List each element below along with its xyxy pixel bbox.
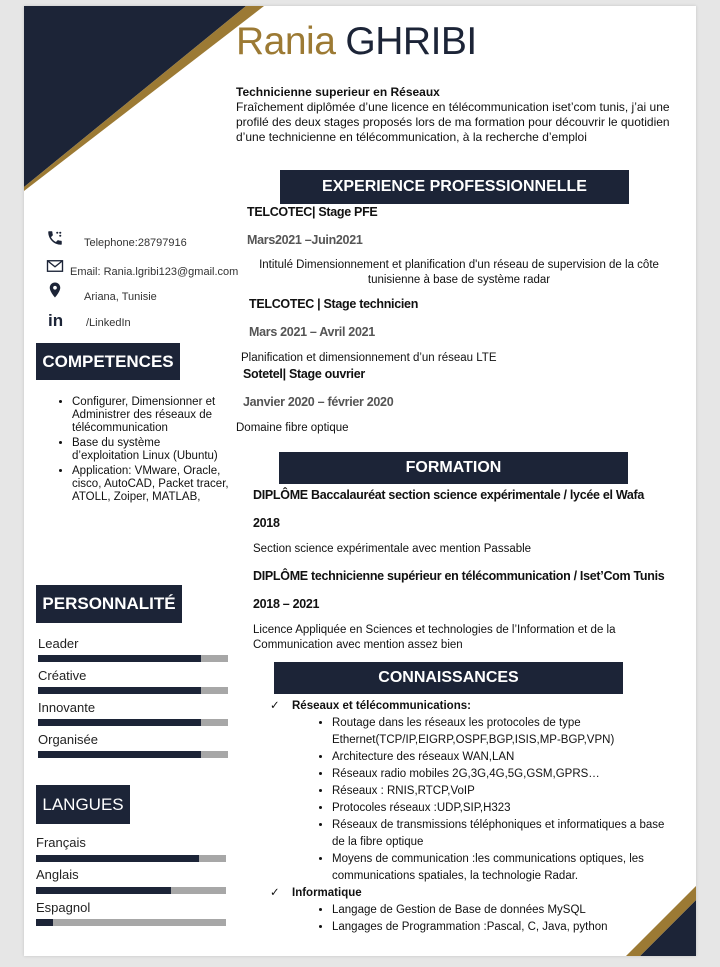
language-label: Anglais xyxy=(36,867,79,882)
location: Ariana, Tunisie xyxy=(84,291,157,303)
trait-label: Innovante xyxy=(38,700,96,715)
phone-number: Telephone:28797916 xyxy=(84,237,187,249)
trait-bar xyxy=(38,655,228,662)
formation-title: DIPLÔME Baccalauréat section science expérimentale / lycée el Wafa xyxy=(253,488,645,502)
list-item: • Réseaux radio mobiles 2G,3G,4G,5G,GSM,GPRS… xyxy=(332,766,680,783)
profile-summary: Fraîchement diplômée d’une licence en télécommunication iset’com tunis, j’ai une profilé des deux stages proposés lors de ma formation pour découvrir le quotidien d’une technicienne en télécommunication, à la recherche d’emploi xyxy=(236,100,670,144)
first-name: Rania xyxy=(236,20,336,63)
formation-heading: FORMATION xyxy=(279,452,628,484)
trait-label: Leader xyxy=(38,636,79,651)
connaissances-content xyxy=(270,698,680,936)
phone-icon xyxy=(46,229,64,247)
category-title: ✓ Réseaux et télécommunications: xyxy=(270,698,680,715)
list-item: • Configurer, Dimensionner et Administrer des réseaux de télécommunication xyxy=(72,396,229,435)
language-bar xyxy=(36,887,226,894)
connaissances-heading: CONNAISSANCES xyxy=(274,662,623,694)
experience-date: Janvier 2020 – février 2020 xyxy=(243,395,394,409)
list-item: • Réseaux : RNIS,RTCP,VoIP xyxy=(332,783,680,800)
list-item: • Langages de Programmation :Pascal, C, Java, python xyxy=(332,919,680,936)
experience-title: TELCOTEC | Stage technicien xyxy=(249,297,419,311)
list-item: • Langage de Gestion de Base de données MySQL xyxy=(332,902,680,919)
candidate-name xyxy=(236,20,477,64)
corner-decoration-top xyxy=(24,6,264,191)
language-bar xyxy=(36,919,226,926)
list-item: • Routage dans les réseaux les protocoles de type Ethernet(TCP/IP,EIGRP,OSPF,BGP,ISIS,MP-BGP,VPN) xyxy=(332,715,680,749)
list-item: • Réseaux de transmissions téléphoniques et informatiques a base de la fibre optique xyxy=(332,817,680,851)
experience-description: Intitulé Dimensionnement et planification d'un réseau de supervision de la côte tunisienne à base de système radar xyxy=(259,259,659,286)
competences-list xyxy=(54,396,229,506)
job-title: Technicienne superieur en Réseaux xyxy=(236,85,440,99)
trait-bar xyxy=(38,719,228,726)
email-address: Email: Rania.lgribi123@gmail.com xyxy=(70,266,239,278)
list-item: • Architecture des réseaux WAN,LAN xyxy=(332,749,680,766)
formation-description: Licence Appliquée en Sciences et technologies de l’Information et de la Communication avec mention assez bien xyxy=(253,624,616,651)
personnalite-heading: PERSONNALITÉ xyxy=(36,585,182,623)
trait-label: Créative xyxy=(38,668,87,683)
competences-heading: COMPETENCES xyxy=(36,343,180,380)
trait-bar xyxy=(38,751,228,758)
trait-label: Organisée xyxy=(38,732,98,747)
list-item: • Protocoles réseaux :UDP,SIP,H323 xyxy=(332,800,680,817)
cv-page xyxy=(24,6,696,956)
email-icon xyxy=(46,257,64,275)
language-bar xyxy=(36,855,226,862)
formation-date: 2018 xyxy=(253,516,280,530)
experience-date: Mars2021 –Juin2021 xyxy=(247,233,363,247)
language-label: Espagnol xyxy=(36,900,91,915)
formation-description: Section science expérimentale avec mention Passable xyxy=(253,543,532,555)
experience-title: Sotetel| Stage ouvrier xyxy=(243,367,365,381)
experience-title: TELCOTEC| Stage PFE xyxy=(247,205,378,219)
experience-description: Planification et dimensionnement d’un réseau LTE xyxy=(241,352,497,364)
location-pin-icon xyxy=(46,281,64,299)
list-item: • Moyens de communication :les communications optiques, les communications spatiales, la technologie Radar. xyxy=(332,851,680,885)
experience-heading: EXPERIENCE PROFESSIONNELLE xyxy=(280,170,629,204)
list-item: • Base du système d’exploitation Linux (Ubuntu) xyxy=(72,437,229,463)
list-item: • Application: VMware, Oracle, cisco, AutoCAD, Packet tracer, ATOLL, Zoiper, MATLAB, xyxy=(72,465,229,504)
experience-description: Domaine fibre optique xyxy=(236,422,349,434)
formation-title: DIPLÔME technicienne supérieur en télécommunication / Iset’Com Tunis xyxy=(253,569,665,583)
trait-bar xyxy=(38,687,228,694)
langues-heading: LANGUES xyxy=(36,785,130,824)
last-name: GHRIBI xyxy=(345,20,477,63)
formation-date: 2018 – 2021 xyxy=(253,597,320,611)
experience-date: Mars 2021 – Avril 2021 xyxy=(249,325,375,339)
linkedin-link[interactable]: /LinkedIn xyxy=(86,317,131,329)
language-label: Français xyxy=(36,835,86,850)
linkedin-icon: in xyxy=(48,311,64,330)
category-title: ✓ Informatique xyxy=(270,885,680,902)
